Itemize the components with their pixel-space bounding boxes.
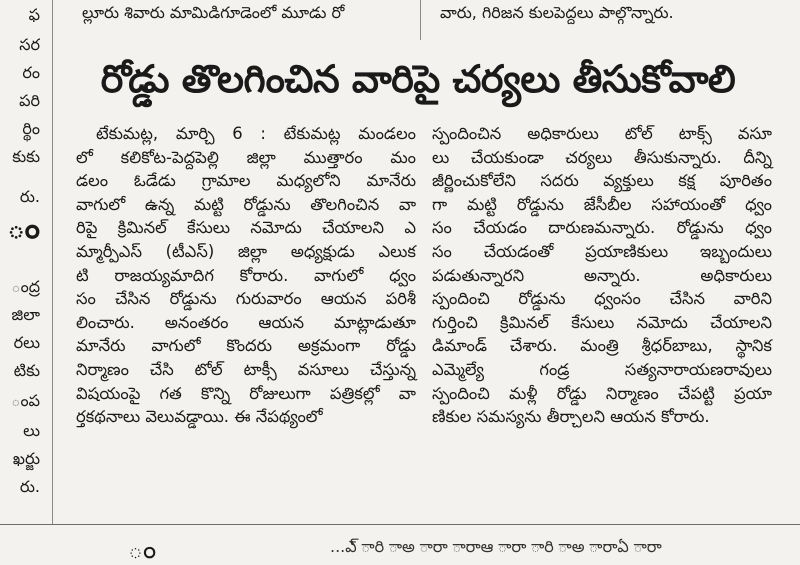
article-line: స్పందించి రోడ్డును ధ్వంసం చేసిన వారిని	[432, 289, 772, 309]
article-line: లు చేయకుండా చర్యలు తీసుకున్నారు. దీన్ని	[432, 147, 772, 167]
article-line: నిర్మాణం చేసి టోల్ టాక్సీ వసూలు చేస్తున్న	[76, 359, 416, 379]
article-line: లో కలికోట-పెద్దపెల్లి జిల్లా ముత్తారం మం	[76, 147, 416, 167]
article-line: పడుతున్నారని అన్నారు. అధికారులు	[432, 265, 772, 285]
next-article-fragment: ...ఎ్ ారి ాఅ ారా ారాఆ ారా ారి ాఅ ారాఏ ారా	[330, 537, 662, 556]
article-line: స్పందించి మళ్లీ రోడ్డు నిర్మాణం చేపట్టి ప్రయా	[432, 383, 772, 403]
left-neighbor-column	[0, 0, 40, 530]
article-line: లించారు. అనంతరం ఆయన మాట్లాడుతూ	[76, 312, 416, 332]
article-line: సం చేయడం దారుణమన్నారు. రోడ్డును ధ్వం	[432, 218, 772, 238]
column-divider	[420, 0, 421, 40]
left-fragment-line: ఖర్జు	[12, 449, 40, 468]
article-line: వాగులో ఉన్న మట్టి రోడ్డును తొలగించిన వా	[76, 194, 416, 214]
article-line: టేకుమట్ల, మార్చి 6 : టేకుమట్ల మండలం	[96, 124, 416, 143]
left-fragment-line: సర	[19, 35, 40, 54]
article-line: రిపై క్రిమినల్ కేసులు నమోదు చేయాలని ఎ	[76, 218, 416, 238]
article-line: ర్తకథనాలు వెలువడ్డాయి. ఈ నేపథ్యంలో	[76, 407, 323, 427]
article-line: ఎమ్మెల్యే గండ్ర సత్యనారాయణరావులు	[432, 359, 772, 379]
article-line: గా మట్టి రోడ్డును జేసీబీల సహాయంతో ధ్వం	[432, 194, 772, 214]
left-fragment-line: జిలా	[11, 305, 40, 324]
article-line: మ్మార్పీఎస్ (టీఎస్) జిల్లా అధ్యక్షుడు ఎలుక	[76, 241, 416, 261]
left-fragment-line: పరి	[19, 91, 40, 110]
article-headline: రోడ్డు తొలగించిన వారిపై చర్యలు తీసుకోవాలి	[100, 57, 736, 101]
left-fragment-line: రు.	[19, 187, 40, 206]
article-line: సం చేయడంతో ప్రయాణికులు ఇబ్బందులు	[432, 241, 772, 261]
article-line: స్పందించిన అధికారులు టోల్ టాక్స్ వసూ	[432, 124, 772, 143]
bottom-fragment-mark: ం	[128, 535, 157, 565]
left-fragment-line: రు.	[19, 477, 40, 496]
left-fragment-line: రం	[22, 63, 40, 82]
article-line: సం చేసిన రోడ్డును గురువారం ఆయన పరిశీ	[76, 289, 416, 309]
article-line: జీర్ణించుకోలేని సదరు వ్యక్తులు కక్ష పూరితం	[432, 171, 772, 191]
previous-article-fragment-right: వారు, గిరిజన కులపెద్దలు పాల్గొన్నారు.	[440, 3, 674, 22]
left-fragment-line: ంప	[11, 391, 40, 410]
left-fragment-line: ంద్ర	[11, 277, 40, 296]
article-line: విషయంపై గత కొన్ని రోజులుగా పత్రికల్లో వా	[76, 383, 416, 403]
left-fragment-line: టికు	[13, 361, 40, 380]
left-fragment-line: ఫ	[28, 5, 40, 24]
article-line: మానేరు వాగులో కొందరు అక్రమంగా రోడ్డు	[76, 336, 416, 356]
column-divider	[52, 0, 53, 524]
article-column-1	[76, 122, 416, 429]
previous-article-fragment-left: ల్లూరు శివారు మామిడిగూడెంలో మూడు రో	[82, 3, 345, 22]
article-line: డిమాండ్ చేశారు. మంత్రి శ్రీధర్‌బాబు, స్థానిక	[432, 336, 772, 356]
left-fragment-line: లు	[23, 421, 40, 440]
section-divider	[0, 524, 800, 525]
article-line: టి రాజయ్యమాదిగ కోరారు. వాగులో ధ్వం	[76, 265, 416, 285]
left-fragment-heading: ం	[7, 211, 40, 246]
left-fragment-line: రలు	[13, 333, 40, 352]
left-fragment-line: ర్థిం	[22, 119, 40, 138]
article-line: గుర్తించి క్రిమినల్ కేసులు నమోదు చేయాలని	[432, 312, 772, 332]
article-line: డలం ఓడేడు గ్రామాల మధ్యలోని మానేరు	[76, 171, 416, 191]
article-column-2	[432, 122, 772, 429]
article-line: ణికుల సమస్యను తీర్చాలని ఆయన కోరారు.	[432, 407, 710, 427]
left-fragment-line: కుకు	[12, 147, 40, 166]
